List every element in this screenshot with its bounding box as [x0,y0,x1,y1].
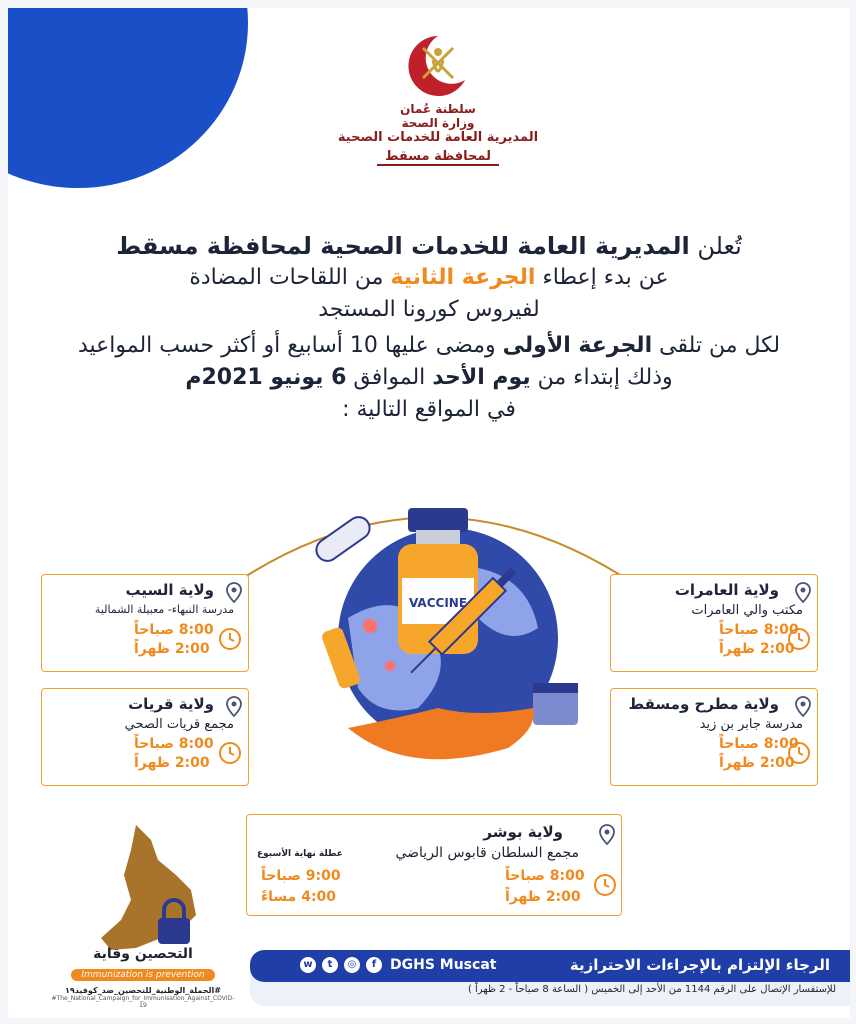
location-title: ولاية بوشر [483,823,563,841]
logo-line-3: المديرية العامة للخدمات الصحية [337,130,539,145]
contact-info: للإستفسار الإتصال على الرقم 1144 من الأحد إلى الخميس ( الساعة 8 صباحاً - 2 ظهراً ) [467,984,836,995]
headline-row-3: لفيروس كورونا المستجد [318,297,540,322]
whatsapp-icon[interactable]: w [300,957,316,973]
location-place: مدرسة النبهاء- معبيلة الشمالية [94,603,234,616]
corner-blob [8,8,248,188]
location-title: ولاية قريات [128,695,214,713]
location-pin-icon [793,695,813,719]
location-card-amerat [610,574,818,672]
announcement-text [38,230,820,426]
social-icons [300,957,382,973]
campaign-title: التحصين وقاية [93,946,193,962]
instagram-icon[interactable]: ◎ [344,957,360,973]
location-card-qurayyat [41,688,249,786]
time-end: 2:00 ظهراً [719,755,795,771]
location-place: مكتب والي العامرات [691,603,803,618]
vaccine-illustration [308,508,588,798]
social-handle[interactable]: DGHS Muscat [390,957,497,973]
campaign-subtitle: Immunization is prevention [71,969,214,981]
headline-row2-suffix: من اللقاحات المضادة [189,265,391,290]
headline-row-4 [38,330,820,362]
time-end: 2:00 ظهراً [719,641,795,657]
weekend-label: عطلة نهاية الأسبوع [257,849,343,859]
location-title: ولاية مطرح ومسقط [628,695,779,713]
time-end: 2:00 ظهراً [134,755,210,771]
time-start: 8:00 صباحاً [719,622,799,638]
footer-message: الرجاء الإلتزام بالإجراءات الاحترازية [569,956,830,974]
headline-row2-prefix: عن بدء إعطاء [535,265,669,290]
location-card-bowsher [246,814,622,916]
time-start: 8:00 صباحاً [134,736,214,752]
location-pin-icon [793,581,813,605]
twitter-icon[interactable]: t [322,957,338,973]
logo-line-4: لمحافظة مسقط [377,149,499,166]
headline-row-6: في المواقع التالية : [342,397,516,422]
time-end: 2:00 ظهراً [134,641,210,657]
headline-row1-prefix: تُعلن [689,232,742,260]
location-place: مجمع قريات الصحي [124,717,234,732]
time-start: 8:00 صباحاً [505,868,585,884]
location-title: ولاية العامرات [674,581,779,599]
headline-row4-prefix: لكل من تلقى [652,333,781,358]
location-pin-icon [224,581,244,605]
headline-row1-bold: المديرية العامة للخدمات الصحية لمحافظة مسقط [116,232,690,260]
svg-text:VACCINE: VACCINE [408,596,468,610]
location-card-seeb [41,574,249,672]
clock-icon [218,627,242,651]
logo-line-2: وزارة الصحة [401,116,475,130]
weekend-time-end: 4:00 مساءً [261,889,337,905]
campaign-hashtag: #The_National_Campaign_for_Immunisation_Against_COVID-19 [51,995,235,1009]
location-place: مجمع السلطان قابوس الرياضي [395,845,579,861]
campaign-block [48,946,238,1009]
start-date: 6 يونيو 2021م [185,365,347,390]
location-title: ولاية السيب [125,581,214,599]
campaign-slogan: #الحملة_الوطنية_للتحصين_ضد_كوفيد١٩ [65,986,221,995]
headline-row4-suffix: ومضى عليها 10 أسابيع أو أكثر حسب المواعيد [77,333,503,358]
location-pin-icon [597,823,617,847]
facebook-icon[interactable]: f [366,957,382,973]
footer [250,950,850,1006]
headline-row-2 [38,262,820,294]
time-start: 8:00 صباحاً [719,736,799,752]
headline-row-5 [38,362,820,394]
crescent-emblem-icon [403,30,473,102]
ministry-logo [308,30,568,190]
location-card-muttrah [610,688,818,786]
logo-line-1: سلطنة عُمان [400,102,476,116]
bandage-icon [312,513,374,565]
location-pin-icon [224,695,244,719]
time-end: 2:00 ظهراً [505,889,581,905]
poster [8,8,850,1018]
headline-row-1 [38,230,820,262]
location-place: مدرسة جابر بن زيد [699,717,803,732]
first-dose-highlight: الجرعة الأولى [502,333,653,358]
calendar-icon [533,683,578,725]
oman-map-icon [96,820,206,960]
second-dose-highlight: الجرعة الثانية [390,265,536,290]
weekend-time-start: 9:00 صباحاً [261,868,341,884]
headline-row5-prefix: وذلك إبتداء من [530,365,673,390]
clock-icon [593,873,617,897]
time-start: 8:00 صباحاً [134,622,214,638]
start-day: يوم الأحد [432,365,531,390]
clock-icon [218,741,242,765]
headline-row5-mid: الموافق [346,365,433,390]
